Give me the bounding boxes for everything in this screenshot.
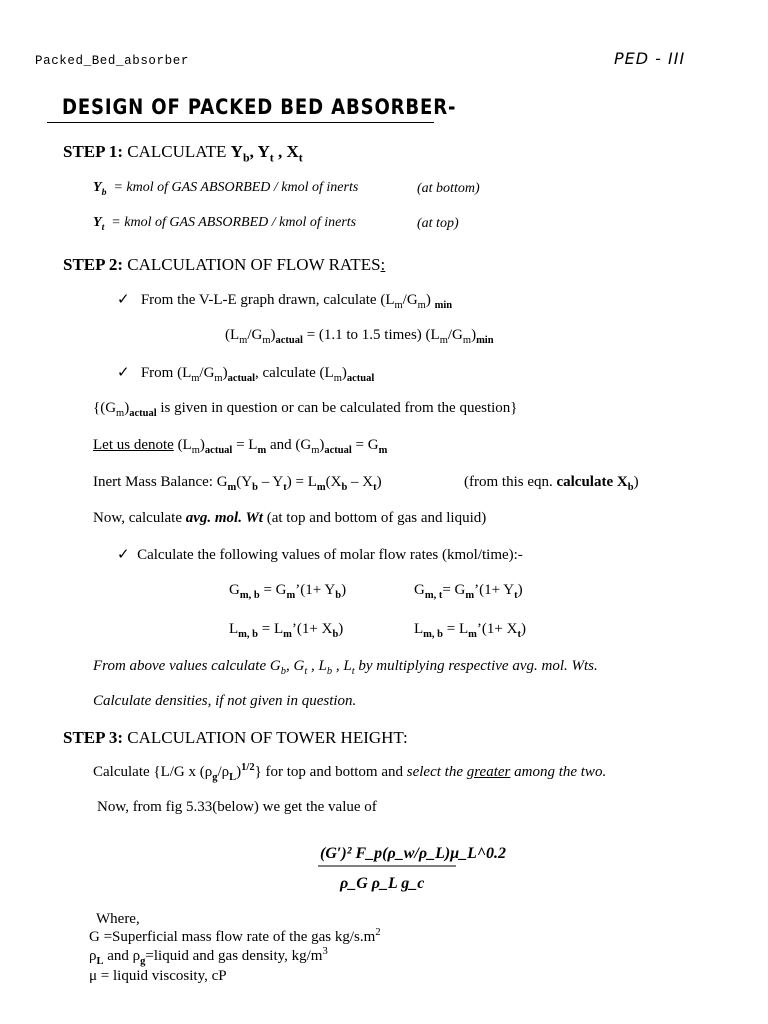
check-icon: ✓: [117, 365, 130, 381]
running-header-right: PED - III: [614, 49, 686, 68]
inert-mass-balance-note: (from this eqn. calculate $X_b$): [464, 474, 639, 493]
title-underline: [47, 122, 434, 123]
formula-numerator: (G′)² F_p(ρ_w/ρ_L)μ_L^0.2: [320, 845, 506, 862]
yt-position: (at top): [417, 216, 459, 231]
inert-mass-balance: Inert Mass Balance: $G_m(Y_b - Y_t) = L_m(X_b - X_t)$: [93, 474, 382, 493]
step2-bullet-1: ✓ From the V-L-E graph drawn, calculate $(L_m/G_m)$ $_{min}$: [117, 292, 453, 311]
gm-bottom-eq: $G_{m, b}$ = $G_m’(1+ Y_b)$: [229, 582, 347, 601]
check-icon: ✓: [117, 292, 130, 308]
denote-line: Let us denote $(L_m)_{actual} = L_m$ and $(G_m)_{actual} = G_m$: [93, 437, 388, 456]
gm-given-note: {$(G_m)_{actual}$ is given in question or can be calculated from the question}: [93, 400, 518, 419]
page-title: DESIGN OF PACKED BED ABSORBER-: [62, 95, 457, 119]
step3-heading: STEP 3: CALCULATION OF TOWER HEIGHT:: [63, 728, 408, 747]
densities-note: Calculate densities, if not given in question.: [93, 693, 357, 709]
capacity-parameter-formula: [316, 838, 506, 896]
gm-top-eq: $G_{m, t}=$ $G_m’(1+ Y_t)$: [414, 582, 523, 601]
ratio-equation: $(L_m/G_m)_{actual} = (1.1$ to 1.5 times) $(L_m/G_m)_{min}$: [225, 327, 494, 346]
step2-bullet-2: ✓ From $(L_m/G_m)_{actual}$, calculate $(L_m)_{actual}$: [117, 365, 375, 384]
flow-parameter-line: Calculate {L/G x $(\rho_g/\rho_L)^{1/2}$} for top and bottom and select the greater among the two.: [93, 762, 607, 783]
yb-definition: $Y_b$ = kmol of GAS ABSORBED / kmol of inerts: [93, 180, 359, 198]
rho-definition: $\rho_L$ and $\rho_g=liquid$ and gas density, $kg/m^3$: [89, 946, 328, 967]
step2-heading: STEP 2: CALCULATION OF FLOW RATES:: [63, 255, 386, 274]
lm-bottom-eq: $L_{m, b}$ = $L_m’(1+ X_b)$: [229, 621, 344, 640]
check-icon: ✓: [117, 547, 130, 563]
mass-flow-note: From above values calculate $G_b$, $G_t$ , $L_b$ , $L_t$ by multiplying respective avg. mol. Wts.: [93, 658, 598, 677]
lm-top-eq: $L_{m, b}$ = $L_m’(1+ X_t)$: [414, 621, 526, 640]
avg-mol-wt-line: Now, calculate avg. mol. Wt (at top and bottom of gas and liquid): [93, 510, 487, 526]
step2-bullet-3: ✓ Calculate the following values of molar flow rates (kmol/time):-: [117, 547, 523, 563]
formula-denominator: ρ_G ρ_L g_c: [340, 875, 425, 892]
yt-definition: $Y_t$ = kmol of GAS ABSORBED / kmol of inerts: [93, 215, 357, 233]
g-definition: G =Superficial mass flow rate of the gas $kg/s.m^2$: [89, 927, 381, 945]
mu-definition: μ = liquid viscosity, cP: [89, 968, 227, 984]
where-label: Where,: [96, 911, 140, 927]
step1-heading: STEP 1: CALCULATE $Y_b$, $Y_t$ , $X_t$: [63, 142, 303, 165]
yb-position: (at bottom): [417, 181, 480, 196]
figure-reference: Now, from fig 5.33(below) we get the value of: [97, 799, 377, 815]
running-header-left: Packed_Bed_absorber: [35, 54, 189, 68]
